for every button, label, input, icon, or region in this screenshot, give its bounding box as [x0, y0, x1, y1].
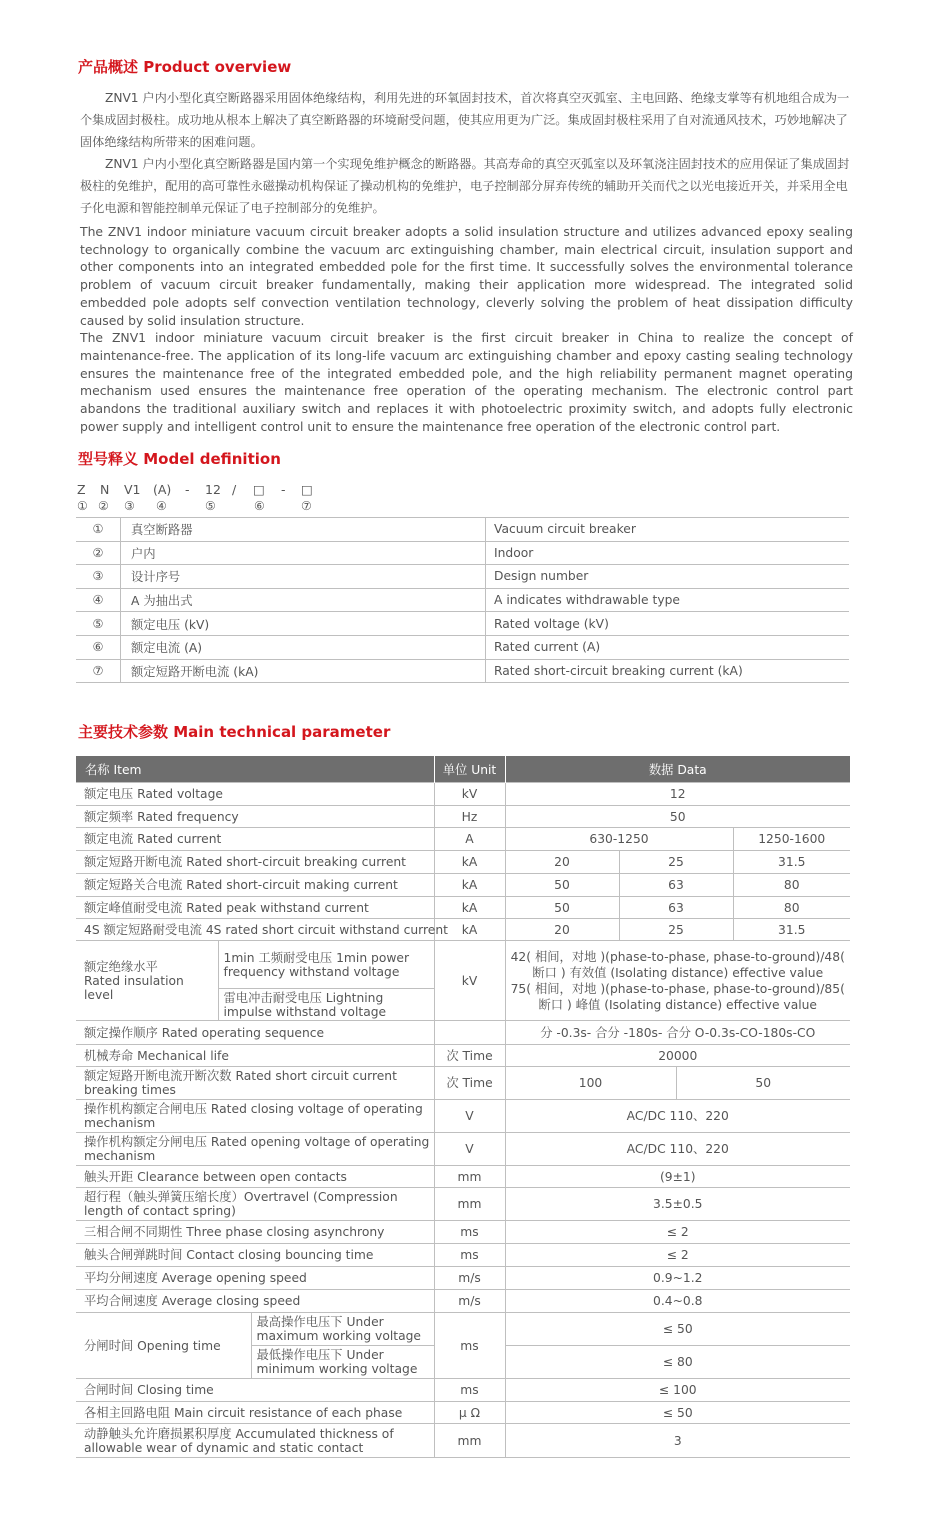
header-data: 数据 Data [505, 756, 850, 783]
param-item: 平均合闸速度 Average closing speed [76, 1290, 434, 1313]
param-item: 机械寿命 Mechanical life [76, 1045, 434, 1067]
param-value: (9±1) [505, 1166, 850, 1188]
param-unit: m/s [434, 1267, 505, 1290]
header-item: 名称 Item [76, 756, 434, 783]
model-code-number: ⑦ [301, 499, 312, 513]
model-code-number: ⑤ [205, 499, 216, 513]
table-row [76, 635, 849, 659]
table-row [76, 541, 849, 565]
param-value: ≤ 2 [505, 1221, 850, 1244]
param-value: 0.4~0.8 [505, 1290, 850, 1313]
table-row [76, 1067, 850, 1100]
param-value: 31.5 [733, 851, 850, 874]
row-en: A indicates withdrawable type [486, 588, 850, 612]
param-unit: mm [434, 1424, 505, 1458]
param-unit: Hz [434, 806, 505, 828]
row-number: ⑥ [76, 635, 121, 659]
param-value: 50 [505, 897, 619, 919]
param-item: 合闸时间 Closing time [76, 1379, 434, 1402]
model-code-number: ① [77, 499, 88, 513]
table-row [76, 1188, 850, 1221]
row-number: ⑤ [76, 612, 121, 636]
param-item: 额定电压 Rated voltage [76, 783, 434, 806]
param-unit: μ Ω [434, 1402, 505, 1424]
param-unit: V [434, 1100, 505, 1133]
param-value: 80 [733, 874, 850, 897]
param-unit: mm [434, 1188, 505, 1221]
table-row [76, 612, 849, 636]
param-item: 触头开距 Clearance between open contacts [76, 1166, 434, 1188]
param-item: 额定短路关合电流 Rated short-circuit making current [76, 874, 434, 897]
table-row [76, 1244, 850, 1267]
row-zh: 真空断路器 [121, 518, 486, 542]
param-value: 63 [619, 874, 733, 897]
param-item: 额定峰值耐受电流 Rated peak withstand current [76, 897, 434, 919]
table-row [76, 565, 849, 589]
param-value: 50 [505, 806, 850, 828]
param-unit: kV [434, 941, 505, 1021]
overview-en-paragraph: The ZNV1 indoor miniature vacuum circuit breaker is the first circuit breaker in China to realize the concept of maintenance-free. The application of its long-life vacuum arc extinguishing chamber and epoxy casting sealing technology ensures the maintenance free of the integrated embedded pole, and the high reliability permanent magnet operating mechanism used ensures the maintenance free operation of the operating mechanism. The electronic control part abandons the traditional auxiliary switch and replaces it with photoelectric proximity switch, and adopts fully electronic power supply and intelligent control unit to ensure the maintenance free operation of the electronic control part. [80, 330, 853, 434]
table-row [76, 1166, 850, 1188]
model-code-number: ② [98, 499, 109, 513]
param-unit: kA [434, 851, 505, 874]
model-code-part: V1 [124, 482, 141, 497]
table-row [76, 874, 850, 897]
table-row [76, 919, 850, 941]
param-value: ≤ 100 [505, 1379, 850, 1402]
table-row [76, 1221, 850, 1244]
row-en: Indoor [486, 541, 850, 565]
model-code-part: / [232, 482, 237, 497]
param-value: 12 [505, 783, 850, 806]
param-value: 25 [619, 919, 733, 941]
insulation-item-en: Rated insulation level [84, 973, 184, 1002]
param-unit: ms [434, 1313, 505, 1379]
param-item: 三相合闸不同期性 Three phase closing asynchrony [76, 1221, 434, 1244]
param-item: 触头合闸弹跳时间 Contact closing bouncing time [76, 1244, 434, 1267]
param-value: 50 [505, 874, 619, 897]
row-zh: A 为抽出式 [121, 588, 486, 612]
overview-zh-paragraph: ZNV1 户内小型化真空断路器采用固体绝缘结构，利用先进的环氧固封技术，首次将真空灭弧室、主电回路、绝缘支掌等有机地组合成为一个集成固封极柱。成功地从根本上解决了真空断路器的环境耐受问题，使其应用更为广泛。集成固封极柱采用了自对流通风技术，巧妙地解决了固体绝缘结构所带来的困难问题。 [80, 91, 850, 149]
param-value: 分 -0.3s- 合分 -180s- 合分 O-0.3s-CO-180s-CO [505, 1021, 850, 1045]
param-unit: kA [434, 874, 505, 897]
row-en: Rated short-circuit breaking current (kA) [486, 659, 850, 683]
param-unit: ms [434, 1379, 505, 1402]
overview-zh-paragraph: ZNV1 户内小型化真空断路器是国内第一个实现免维护概念的断路器。其高寿命的真空灭弧室以及环氧浇注固封技术的应用保证了集成固封极柱的免维护，配用的高可靠性永磁操动机构保证了操动机构的免维护，电子控制部分屏弃传统的辅助开关而代之以光电接近开关，并采用全电子化电源和智能控制单元保证了电子控制部分的免维护。 [80, 157, 850, 215]
param-sub-item: 最低操作电压下 Under minimum working voltage [251, 1346, 434, 1379]
param-item: 额定短路开断电流 Rated short-circuit breaking current [76, 851, 434, 874]
param-sub-item: 最高操作电压下 Under maximum working voltage [251, 1313, 434, 1346]
param-value: 100 [505, 1067, 676, 1100]
param-sub-item: 雷电冲击耐受电压 Lightning impulse withstand voltage [218, 989, 434, 1021]
param-value: 80 [733, 897, 850, 919]
table-row [76, 1379, 850, 1402]
row-number: ④ [76, 588, 121, 612]
param-value: 3 [505, 1424, 850, 1458]
param-item: 操作机构额定分闸电压 Rated opening voltage of operating mechanism [76, 1133, 434, 1166]
param-value: AC/DC 110、220 [505, 1133, 850, 1166]
param-value: 20000 [505, 1045, 850, 1067]
row-zh: 额定短路开断电流 (kA) [121, 659, 486, 683]
insulation-value-2: 75( 相间，对地 )(phase-to-phase, phase-to-ground)/85( 断口 ) 峰值 (Isolating distance) effective value [510, 981, 845, 1012]
table-row [76, 659, 849, 683]
overview-en-paragraph: The ZNV1 indoor miniature vacuum circuit breaker adopts a solid insulation structure and utilizes advanced epoxy sealing technology to organically combine the vacuum arc extinguishing chamber, main electrical circuit, insulation support and other components into an integrated embedded pole for the first time. It successfully solves the environmental tolerance problem of vacuum circuit breaker fundamentally, making their application more widespread. The integrated solid embedded pole adopts self convection ventilation technology, cleverly solving the problem of heat dissipation difficulty caused by solid insulation structure. [80, 224, 853, 328]
model-code-part: □ [301, 482, 313, 497]
param-item: 额定电流 Rated current [76, 828, 434, 851]
overview-en-text [80, 223, 853, 435]
model-code-part: N [100, 482, 110, 497]
row-number: ③ [76, 565, 121, 589]
table-row [76, 518, 849, 542]
model-code-part: 12 [205, 482, 221, 497]
param-value: AC/DC 110、220 [505, 1100, 850, 1133]
model-code-part: Z [77, 482, 86, 497]
param-sub-item: 1min 工频耐受电压 1min power frequency withstand voltage [218, 941, 434, 989]
param-item: 4S 额定短路耐受电流 4S rated short circuit withstand current [76, 919, 434, 941]
row-zh: 设计序号 [121, 565, 486, 589]
model-heading: 型号释义 Model definition [78, 450, 281, 468]
param-value: 0.9~1.2 [505, 1267, 850, 1290]
model-code-part: - [185, 482, 190, 497]
param-unit: ms [434, 1244, 505, 1267]
row-en: Rated voltage (kV) [486, 612, 850, 636]
model-definition-table [76, 517, 849, 683]
param-item: 额定操作顺序 Rated operating sequence [76, 1021, 434, 1045]
model-code-part: □ [253, 482, 265, 497]
table-row [76, 1402, 850, 1424]
table-row [76, 828, 850, 851]
param-value: 20 [505, 851, 619, 874]
model-code-number: ③ [124, 499, 135, 513]
param-unit: m/s [434, 1290, 505, 1313]
row-en: Rated current (A) [486, 635, 850, 659]
table-row [76, 806, 850, 828]
param-unit: kA [434, 897, 505, 919]
insulation-value-1: 42( 相间，对地 )(phase-to-phase, phase-to-ground)/48( 断口 ) 有效值 (Isolating distance) effective value [510, 949, 845, 980]
row-en: Vacuum circuit breaker [486, 518, 850, 542]
table-row [76, 1045, 850, 1067]
param-value: 3.5±0.5 [505, 1188, 850, 1221]
param-unit [434, 1021, 505, 1045]
model-code-part: - [281, 482, 286, 497]
table-row [76, 1313, 850, 1346]
model-code-part: (A) [153, 482, 172, 497]
param-unit: 次 Time [434, 1045, 505, 1067]
technical-parameter-table [76, 756, 850, 1458]
overview-zh-text [80, 87, 853, 219]
table-row [76, 588, 849, 612]
param-item: 平均分闸速度 Average opening speed [76, 1267, 434, 1290]
param-value: ≤ 50 [505, 1313, 850, 1346]
param-value: 25 [619, 851, 733, 874]
param-item [76, 941, 218, 1021]
param-item: 超行程（触头弹簧压缩长度）Overtravel (Compression length of contact spring) [76, 1188, 434, 1221]
param-unit: 次 Time [434, 1067, 505, 1100]
param-value: 63 [619, 897, 733, 919]
param-value: 630-1250 [505, 828, 733, 851]
params-heading: 主要技术参数 Main technical parameter [78, 723, 391, 741]
row-zh: 户内 [121, 541, 486, 565]
param-item: 动静触头允许磨损累积厚度 Accumulated thickness of allowable wear of dynamic and static contact [76, 1424, 434, 1458]
table-row [76, 851, 850, 874]
table-header-row [76, 756, 850, 783]
param-value: ≤ 2 [505, 1244, 850, 1267]
row-zh: 额定电流 (A) [121, 635, 486, 659]
row-en: Design number [486, 565, 850, 589]
row-number: ② [76, 541, 121, 565]
param-unit: A [434, 828, 505, 851]
param-value: 50 [676, 1067, 850, 1100]
param-unit: kV [434, 783, 505, 806]
param-value: 1250-1600 [733, 828, 850, 851]
param-unit: mm [434, 1166, 505, 1188]
param-value: 20 [505, 919, 619, 941]
param-item: 各相主回路电阻 Main circuit resistance of each phase [76, 1402, 434, 1424]
header-unit: 单位 Unit [434, 756, 505, 783]
param-value: ≤ 50 [505, 1402, 850, 1424]
param-item: 操作机构额定合闸电压 Rated closing voltage of operating mechanism [76, 1100, 434, 1133]
model-code-number: ④ [156, 499, 167, 513]
param-value: 31.5 [733, 919, 850, 941]
table-row [76, 1290, 850, 1313]
row-number: ⑦ [76, 659, 121, 683]
table-row [76, 897, 850, 919]
table-row [76, 1021, 850, 1045]
table-row [76, 783, 850, 806]
overview-heading: 产品概述 Product overview [78, 58, 292, 76]
model-code-number: ⑥ [254, 499, 265, 513]
param-unit: V [434, 1133, 505, 1166]
param-value: ≤ 80 [505, 1346, 850, 1379]
param-item: 额定短路开断电流开断次数 Rated short circuit current breaking times [76, 1067, 434, 1100]
table-row [76, 1424, 850, 1458]
param-unit: ms [434, 1221, 505, 1244]
insulation-item-zh: 额定绝缘水平 [84, 959, 158, 974]
param-unit: kA [434, 919, 505, 941]
table-row [76, 1133, 850, 1166]
row-zh: 额定电压 (kV) [121, 612, 486, 636]
param-value [505, 941, 850, 1021]
table-row [76, 941, 850, 989]
table-row [76, 1267, 850, 1290]
table-row [76, 1100, 850, 1133]
row-number: ① [76, 518, 121, 542]
param-item: 额定频率 Rated frequency [76, 806, 434, 828]
param-item: 分闸时间 Opening time [76, 1313, 251, 1379]
